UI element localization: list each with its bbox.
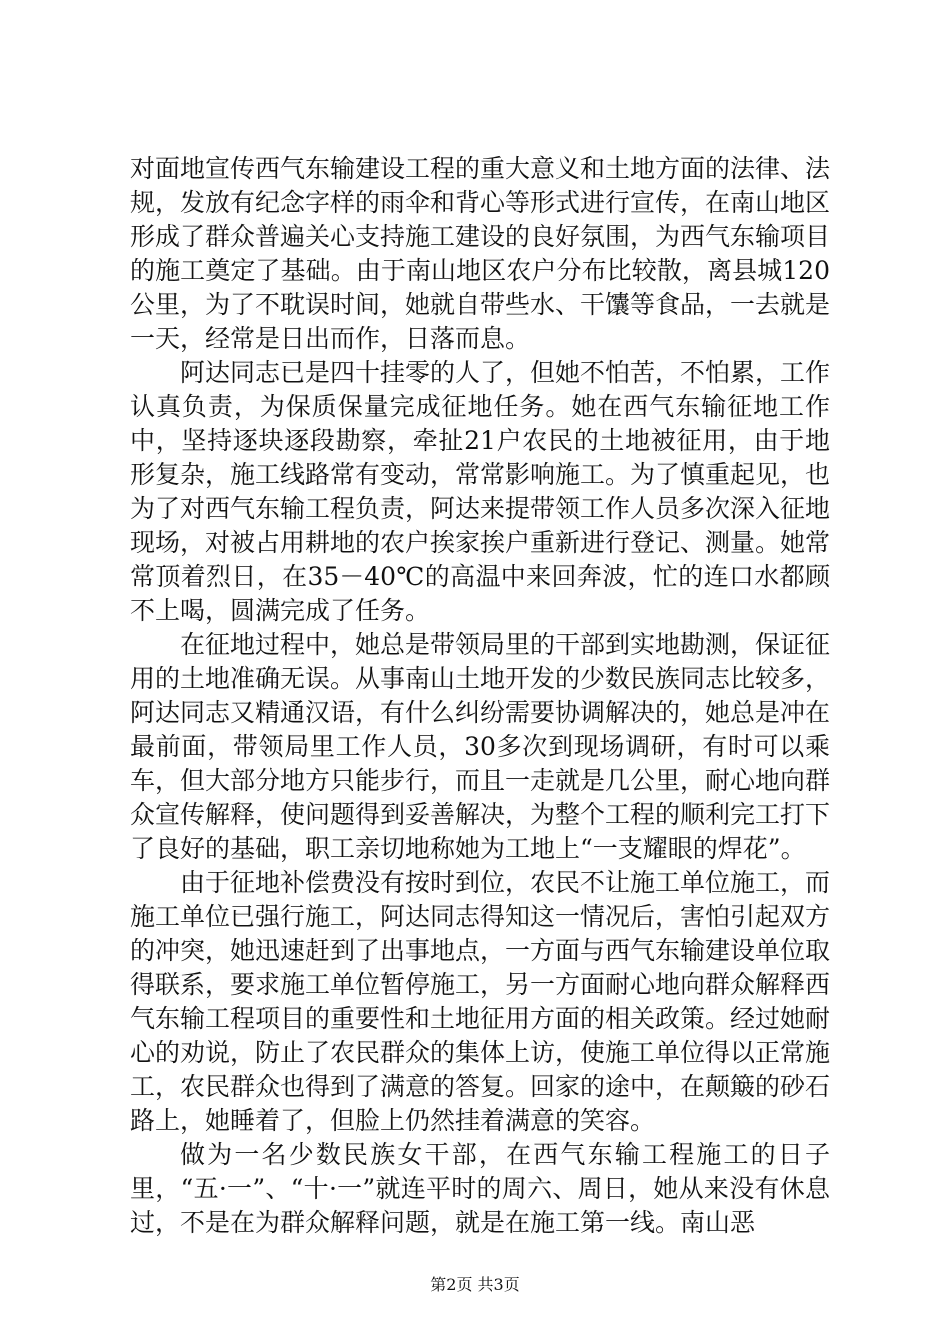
paragraph-2: 阿达同志已是四十挂零的人了，但她不怕苦，不怕累，工作认真负责，为保质保量完成征地任务。她在西气东输征地工作中，坚持逐块逐段勘察，牵扯21户农民的土地被征用，由于地形复杂，施工线路常有变动，常常影响施工。为了慎重起见，也为了对西气东输工程负责，阿达来提带领工作人员多次深入征地现场，对被占用耕地的农户挨家挨户重新进行登记、测量。她常常顶着烈日，在35－40℃的高温中来回奔波，忙的连口水都顾不上喝，圆满完成了任务。	[130, 358, 831, 625]
page-footer: 第2页 共3页	[430, 1275, 520, 1294]
paragraph-4: 由于征地补偿费没有按时到位，农民不让施工单位施工，而施工单位已强行施工，阿达同志得知这一情况后，害怕引起双方的冲突，她迅速赶到了出事地点，一方面与西气东输建设单位取得联系，要求施工单位暂停施工，另一方面耐心地向群众解释西气东输工程项目的重要性和土地征用方面的相关政策。经过她耐心的劝说，防止了农民群众的集体上访，使施工单位得以正常施工，农民群众也得到了满意的答复。回家的途中，在颠簸的砂石路上，她睡着了，但脸上仍然挂着满意的笑容。	[130, 868, 831, 1135]
paragraph-3: 在征地过程中，她总是带领局里的干部到实地勘测，保证征用的土地准确无误。从事南山土地开发的少数民族同志比较多，阿达同志又精通汉语，有什么纠纷需要协调解决的，她总是冲在最前面，带领局里工作人员，30多次到现场调研，有时可以乘车，但大部分地方只能步行，而且一走就是几公里，耐心地向群众宣传解释，使问题得到妥善解决，为整个工程的顺利完工打下了良好的基础，职工亲切地称她为工地上“一支耀眼的焊花”。	[130, 630, 831, 863]
paragraph-5: 做为一名少数民族女干部，在西气东输工程施工的日子里，“五·一”、“十·一”就连平时的周六、周日，她从来没有休息过，不是在为群众解释问题，就是在施工第一线。南山恶	[130, 1140, 830, 1237]
paragraph-1: 对面地宣传西气东输建设工程的重大意义和土地方面的法律、法规，发放有纪念字样的雨伞和背心等形式进行宣传，在南山地区形成了群众普遍关心支持施工建设的良好氛围，为西气东输项目的施工奠定了基础。由于南山地区农户分布比较散，离县城120公里，为了不耽误时间，她就自带些水、干馕等食品，一去就是一天，经常是日出而作，日落而息。	[130, 154, 831, 353]
document-body	[130, 152, 830, 1240]
